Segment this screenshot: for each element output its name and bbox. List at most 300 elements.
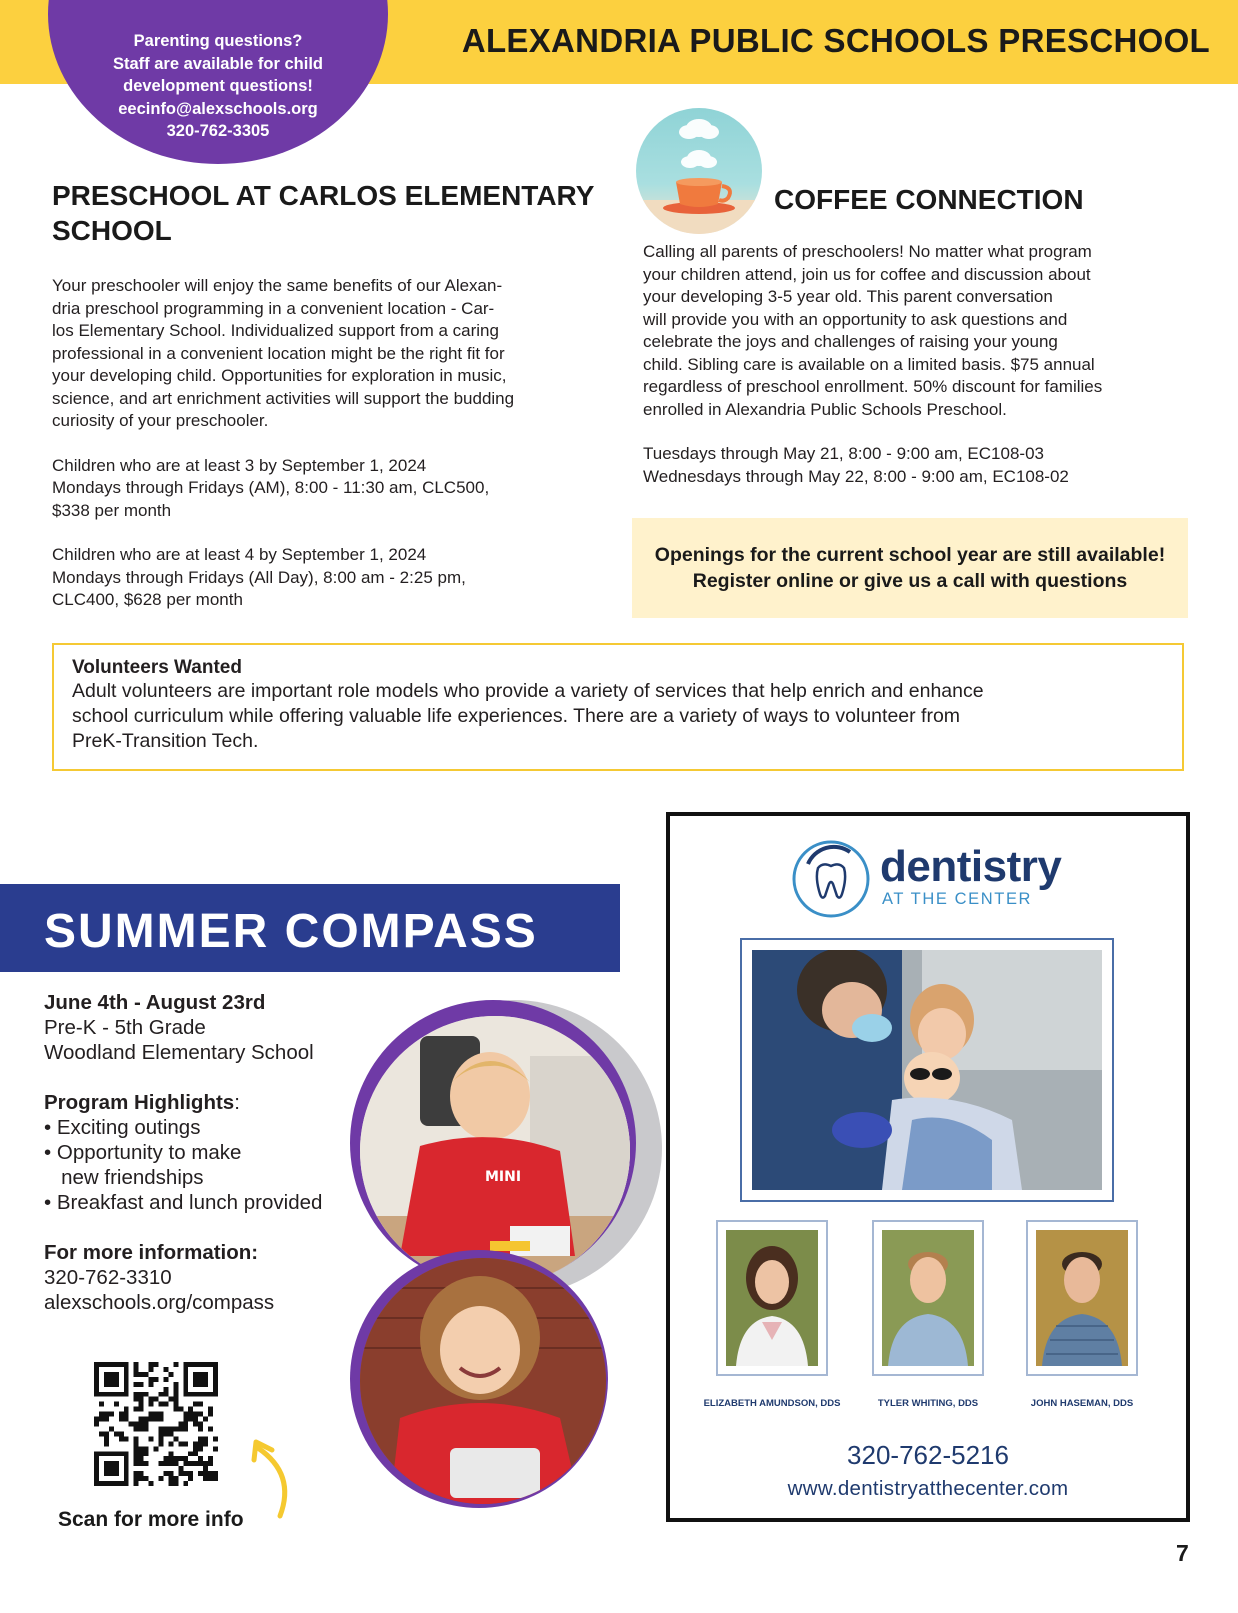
qr-module bbox=[144, 1422, 149, 1427]
qr-module bbox=[158, 1402, 163, 1407]
qr-module bbox=[208, 1412, 213, 1417]
qr-module bbox=[183, 1372, 188, 1377]
qr-module bbox=[124, 1362, 129, 1367]
qr-module bbox=[99, 1417, 104, 1422]
qr-module bbox=[99, 1451, 104, 1456]
qr-module bbox=[203, 1392, 208, 1397]
coffee-body-line: Calling all parents of preschoolers! No matter what program bbox=[643, 242, 1092, 261]
coffee-body-line: celebrate the joys and challenges of raising your young bbox=[643, 332, 1058, 351]
staff-name: ELIZABETH AMUNDSON, DDS bbox=[703, 1398, 841, 1409]
dentistry-logo-sub: AT THE CENTER bbox=[882, 890, 1033, 908]
qr-module bbox=[208, 1426, 213, 1431]
qr-module bbox=[188, 1407, 193, 1412]
qr-module bbox=[104, 1412, 109, 1417]
staff-photo-amundson bbox=[716, 1220, 828, 1376]
qr-module bbox=[139, 1426, 144, 1431]
qr-module bbox=[124, 1481, 129, 1486]
qr-module bbox=[139, 1451, 144, 1456]
qr-module bbox=[193, 1382, 198, 1387]
qr-module bbox=[173, 1456, 178, 1461]
qr-module bbox=[193, 1372, 198, 1377]
summer-highlight: • Opportunity to make bbox=[44, 1141, 242, 1164]
qr-module bbox=[183, 1382, 188, 1387]
carlos-intro-line: dria preschool programming in a convenient location - Car- bbox=[52, 298, 495, 318]
qr-module bbox=[208, 1362, 213, 1367]
qr-module bbox=[178, 1426, 183, 1431]
qr-module bbox=[114, 1402, 119, 1407]
qr-module bbox=[178, 1471, 183, 1476]
parenting-email[interactable]: eecinfo@alexschools.org bbox=[118, 99, 318, 118]
qr-module bbox=[154, 1446, 159, 1451]
qr-module bbox=[168, 1431, 173, 1436]
qr-module bbox=[139, 1476, 144, 1481]
openings-line: Openings for the current school year are still available! bbox=[654, 544, 1166, 566]
qr-module bbox=[134, 1372, 139, 1377]
qr-module bbox=[104, 1451, 109, 1456]
carlos-intro-line: los Elementary School. Individualized support from a caring bbox=[52, 321, 499, 340]
qr-module bbox=[188, 1476, 193, 1481]
volunteers-box bbox=[52, 643, 1184, 771]
qr-module bbox=[134, 1367, 139, 1372]
qr-module bbox=[109, 1461, 114, 1466]
qr-module bbox=[114, 1392, 119, 1397]
qr-module bbox=[154, 1362, 159, 1367]
qr-module bbox=[134, 1436, 139, 1441]
qr-module bbox=[173, 1407, 178, 1412]
qr-module bbox=[149, 1377, 154, 1382]
qr-module bbox=[99, 1431, 104, 1436]
qr-module bbox=[203, 1382, 208, 1387]
summer-highlight: • Exciting outings bbox=[44, 1116, 201, 1139]
qr-module bbox=[198, 1392, 203, 1397]
staff-photo-haseman bbox=[1026, 1220, 1138, 1376]
qr-module bbox=[124, 1461, 129, 1466]
qr-module bbox=[124, 1476, 129, 1481]
qr-module bbox=[213, 1476, 218, 1481]
qr-module bbox=[104, 1417, 109, 1422]
qr-module bbox=[183, 1417, 188, 1422]
qr-module bbox=[213, 1387, 218, 1392]
qr-module bbox=[213, 1362, 218, 1367]
qr-module bbox=[173, 1481, 178, 1486]
qr-module bbox=[124, 1466, 129, 1471]
carlos-option2-line: CLC400, $628 per month bbox=[52, 590, 243, 609]
qr-module bbox=[109, 1412, 114, 1417]
coffee-body bbox=[643, 241, 1203, 488]
qr-module bbox=[173, 1392, 178, 1397]
qr-module bbox=[139, 1417, 144, 1422]
qr-module bbox=[134, 1362, 139, 1367]
qr-module bbox=[109, 1426, 114, 1431]
qr-module bbox=[119, 1451, 124, 1456]
qr-module bbox=[94, 1417, 99, 1422]
qr-module bbox=[208, 1456, 213, 1461]
qr-module bbox=[168, 1471, 173, 1476]
qr-module bbox=[163, 1377, 168, 1382]
qr-module bbox=[124, 1392, 129, 1397]
qr-code[interactable] bbox=[94, 1362, 218, 1486]
carlos-option2-line: Mondays through Fridays (All Day), 8:00 am - 2:25 pm, bbox=[52, 567, 466, 587]
photo-girl-smiling bbox=[360, 1258, 606, 1504]
qr-module bbox=[94, 1476, 99, 1481]
qr-module bbox=[144, 1392, 149, 1397]
summer-url[interactable]: alexschools.org/compass bbox=[44, 1291, 275, 1314]
qr-module bbox=[114, 1382, 119, 1387]
qr-module bbox=[163, 1392, 168, 1397]
qr-module bbox=[213, 1372, 218, 1377]
summer-grades: Pre-K - 5th Grade bbox=[44, 1016, 206, 1039]
dentistry-logo-word: dentistry bbox=[880, 842, 1062, 891]
qr-module bbox=[104, 1431, 109, 1436]
qr-module bbox=[144, 1451, 149, 1456]
qr-module bbox=[134, 1461, 139, 1466]
coffee-schedule-line: Wednesdays through May 22, 8:00 - 9:00 am, EC108-02 bbox=[643, 466, 1069, 486]
qr-module bbox=[208, 1476, 213, 1481]
qr-module bbox=[99, 1392, 104, 1397]
qr-module bbox=[213, 1471, 218, 1476]
qr-module bbox=[149, 1436, 154, 1441]
qr-module bbox=[134, 1456, 139, 1461]
qr-module bbox=[193, 1402, 198, 1407]
tooth-logo-icon bbox=[790, 838, 872, 920]
qr-module bbox=[94, 1461, 99, 1466]
qr-module bbox=[213, 1377, 218, 1382]
qr-module bbox=[183, 1461, 188, 1466]
qr-module bbox=[193, 1377, 198, 1382]
qr-module bbox=[109, 1481, 114, 1486]
summer-info-label: For more information: bbox=[44, 1241, 259, 1264]
summer-highlights-colon: : bbox=[234, 1091, 240, 1114]
qr-module bbox=[149, 1397, 154, 1402]
qr-module bbox=[109, 1392, 114, 1397]
summer-phone[interactable]: 320-762-3310 bbox=[44, 1266, 172, 1289]
coffee-body-line: your developing 3-5 year old. This parent conversation bbox=[643, 287, 1053, 306]
qr-module bbox=[168, 1456, 173, 1461]
qr-module bbox=[114, 1451, 119, 1456]
qr-module bbox=[94, 1387, 99, 1392]
qr-module bbox=[173, 1382, 178, 1387]
qr-module bbox=[183, 1392, 188, 1397]
qr-module bbox=[124, 1387, 129, 1392]
qr-module bbox=[124, 1407, 129, 1412]
qr-module bbox=[109, 1466, 114, 1471]
qr-module bbox=[193, 1451, 198, 1456]
qr-module bbox=[124, 1456, 129, 1461]
qr-module bbox=[94, 1481, 99, 1486]
qr-module bbox=[188, 1451, 193, 1456]
qr-module bbox=[154, 1397, 159, 1402]
qr-module bbox=[134, 1446, 139, 1451]
coffee-title: COFFEE CONNECTION bbox=[774, 184, 1084, 215]
qr-module bbox=[158, 1476, 163, 1481]
qr-module bbox=[173, 1387, 178, 1392]
qr-module bbox=[139, 1372, 144, 1377]
qr-module bbox=[168, 1397, 173, 1402]
coffee-body-line: your children attend, join us for coffee and discussion about bbox=[643, 264, 1091, 284]
qr-module bbox=[163, 1387, 168, 1392]
qr-module bbox=[183, 1387, 188, 1392]
qr-module bbox=[154, 1377, 159, 1382]
qr-module bbox=[114, 1466, 119, 1471]
qr-module bbox=[119, 1362, 124, 1367]
qr-module bbox=[134, 1441, 139, 1446]
scan-label: Scan for more info bbox=[58, 1508, 244, 1531]
qr-module bbox=[173, 1362, 178, 1367]
summer-highlights-label: Program Highlights bbox=[44, 1091, 235, 1114]
carlos-intro-line: curiosity of your preschooler. bbox=[52, 411, 269, 430]
qr-module bbox=[94, 1392, 99, 1397]
qr-module bbox=[203, 1476, 208, 1481]
qr-module bbox=[213, 1382, 218, 1387]
qr-module bbox=[198, 1436, 203, 1441]
qr-module bbox=[203, 1362, 208, 1367]
qr-module bbox=[149, 1412, 154, 1417]
dentistry-url[interactable]: www.dentistryatthecenter.com bbox=[787, 1477, 1069, 1500]
summer-dates: June 4th - August 23rd bbox=[44, 991, 266, 1014]
qr-module bbox=[99, 1362, 104, 1367]
qr-module bbox=[134, 1397, 139, 1402]
qr-module bbox=[158, 1436, 163, 1441]
carlos-title-line: PRESCHOOL AT CARLOS ELEMENTARY bbox=[52, 180, 595, 211]
arrow-icon bbox=[246, 1434, 306, 1524]
dentist-main-photo bbox=[740, 938, 1114, 1202]
qr-module bbox=[149, 1417, 154, 1422]
qr-module bbox=[168, 1461, 173, 1466]
qr-module bbox=[198, 1377, 203, 1382]
parenting-line: Parenting questions? bbox=[133, 32, 303, 50]
carlos-option2-line: Children who are at least 4 by September 1, 2024 bbox=[52, 545, 427, 564]
carlos-title bbox=[52, 178, 612, 248]
qr-module bbox=[124, 1471, 129, 1476]
qr-module bbox=[158, 1431, 163, 1436]
qr-module bbox=[149, 1367, 154, 1372]
summer-details bbox=[44, 990, 364, 1315]
qr-module bbox=[178, 1441, 183, 1446]
qr-module bbox=[203, 1372, 208, 1377]
qr-module bbox=[134, 1481, 139, 1486]
qr-module bbox=[168, 1426, 173, 1431]
qr-module bbox=[203, 1471, 208, 1476]
qr-module bbox=[188, 1362, 193, 1367]
qr-module bbox=[163, 1402, 168, 1407]
qr-module bbox=[198, 1422, 203, 1427]
qr-module bbox=[163, 1367, 168, 1372]
summer-highlight: new friendships bbox=[44, 1166, 204, 1189]
qr-module bbox=[134, 1407, 139, 1412]
qr-module bbox=[104, 1481, 109, 1486]
qr-module bbox=[154, 1412, 159, 1417]
qr-module bbox=[139, 1422, 144, 1427]
qr-module bbox=[94, 1382, 99, 1387]
qr-module bbox=[124, 1382, 129, 1387]
qr-module bbox=[193, 1446, 198, 1451]
qr-module bbox=[203, 1417, 208, 1422]
qr-module bbox=[104, 1461, 109, 1466]
qr-module bbox=[114, 1362, 119, 1367]
qr-module bbox=[203, 1441, 208, 1446]
qr-module bbox=[119, 1417, 124, 1422]
qr-module bbox=[119, 1431, 124, 1436]
volunteers-text bbox=[72, 679, 1164, 754]
qr-module bbox=[109, 1362, 114, 1367]
parenting-phone[interactable]: 320-762-3305 bbox=[166, 122, 270, 140]
coffee-body-line: will provide you with an opportunity to ask questions and bbox=[643, 309, 1068, 329]
qr-module bbox=[173, 1436, 178, 1441]
qr-module bbox=[183, 1362, 188, 1367]
qr-module bbox=[114, 1461, 119, 1466]
qr-module bbox=[134, 1476, 139, 1481]
qr-module bbox=[183, 1456, 188, 1461]
qr-module bbox=[139, 1461, 144, 1466]
carlos-option1-line: $338 per month bbox=[52, 500, 172, 520]
qr-module bbox=[178, 1407, 183, 1412]
qr-module bbox=[139, 1397, 144, 1402]
qr-module bbox=[124, 1377, 129, 1382]
qr-module bbox=[114, 1377, 119, 1382]
qr-module bbox=[124, 1436, 129, 1441]
openings-line: Register online or give us a call with questions bbox=[692, 570, 1128, 592]
qr-module bbox=[178, 1456, 183, 1461]
qr-module bbox=[168, 1451, 173, 1456]
qr-module bbox=[144, 1446, 149, 1451]
qr-module bbox=[198, 1362, 203, 1367]
qr-module bbox=[188, 1392, 193, 1397]
carlos-intro-line: professional in a convenient location might be the right fit for bbox=[52, 343, 505, 363]
qr-module bbox=[134, 1426, 139, 1431]
qr-module bbox=[119, 1392, 124, 1397]
qr-module bbox=[173, 1461, 178, 1466]
qr-module bbox=[208, 1392, 213, 1397]
photo-boy-playing bbox=[360, 1016, 630, 1286]
qr-module bbox=[168, 1481, 173, 1486]
qr-module bbox=[188, 1471, 193, 1476]
qr-module bbox=[193, 1441, 198, 1446]
qr-module bbox=[163, 1461, 168, 1466]
qr-module bbox=[94, 1451, 99, 1456]
qr-module bbox=[94, 1367, 99, 1372]
qr-module bbox=[163, 1431, 168, 1436]
volunteers-line: school curriculum while offering valuable life experiences. There are a variety of ways to volunteer from bbox=[72, 705, 961, 727]
qr-module bbox=[193, 1417, 198, 1422]
qr-module bbox=[158, 1417, 163, 1422]
qr-module bbox=[183, 1367, 188, 1372]
qr-module bbox=[94, 1362, 99, 1367]
summer-location: Woodland Elementary School bbox=[44, 1041, 314, 1064]
summer-highlight: • Breakfast and lunch provided bbox=[44, 1191, 323, 1214]
qr-module bbox=[99, 1412, 104, 1417]
qr-module bbox=[183, 1422, 188, 1427]
qr-module bbox=[183, 1426, 188, 1431]
staff-photo-whiting bbox=[872, 1220, 984, 1376]
qr-module bbox=[134, 1471, 139, 1476]
qr-module bbox=[119, 1412, 124, 1417]
qr-module bbox=[104, 1466, 109, 1471]
qr-module bbox=[158, 1392, 163, 1397]
qr-module bbox=[163, 1471, 168, 1476]
qr-module bbox=[94, 1456, 99, 1461]
qr-module bbox=[139, 1446, 144, 1451]
qr-module bbox=[109, 1382, 114, 1387]
parenting-line: Staff are available for child bbox=[113, 54, 323, 73]
qr-module bbox=[114, 1372, 119, 1377]
qr-module bbox=[104, 1362, 109, 1367]
qr-module bbox=[198, 1441, 203, 1446]
qr-module bbox=[158, 1412, 163, 1417]
qr-module bbox=[198, 1412, 203, 1417]
qr-module bbox=[154, 1417, 159, 1422]
coffee-schedule-line: Tuesdays through May 21, 8:00 - 9:00 am, EC108-03 bbox=[643, 444, 1044, 463]
qr-module bbox=[163, 1456, 168, 1461]
qr-module bbox=[104, 1436, 109, 1441]
volunteers-title: Volunteers Wanted bbox=[72, 657, 242, 678]
qr-module bbox=[134, 1451, 139, 1456]
qr-module bbox=[94, 1422, 99, 1427]
qr-module bbox=[183, 1377, 188, 1382]
qr-module bbox=[94, 1471, 99, 1476]
qr-module bbox=[168, 1441, 173, 1446]
coffee-body-line: enrolled in Alexandria Public Schools Preschool. bbox=[643, 399, 1007, 419]
coffee-image bbox=[636, 108, 762, 234]
qr-module bbox=[178, 1422, 183, 1427]
qr-module bbox=[104, 1471, 109, 1476]
qr-module bbox=[173, 1397, 178, 1402]
summer-title: SUMMER COMPASS bbox=[44, 905, 538, 958]
dentistry-phone[interactable]: 320-762-5216 bbox=[847, 1440, 1009, 1470]
qr-module bbox=[144, 1426, 149, 1431]
qr-module bbox=[94, 1466, 99, 1471]
qr-module bbox=[198, 1372, 203, 1377]
qr-module bbox=[144, 1417, 149, 1422]
carlos-title-line: SCHOOL bbox=[52, 215, 172, 246]
qr-module bbox=[213, 1367, 218, 1372]
staff-name: JOHN HASEMAN, DDS bbox=[1030, 1398, 1134, 1409]
qr-module bbox=[188, 1461, 193, 1466]
qr-module bbox=[213, 1436, 218, 1441]
qr-module bbox=[139, 1402, 144, 1407]
qr-module bbox=[124, 1367, 129, 1372]
qr-module bbox=[198, 1426, 203, 1431]
qr-module bbox=[124, 1417, 129, 1422]
qr-module bbox=[114, 1431, 119, 1436]
qr-module bbox=[193, 1422, 198, 1427]
qr-module bbox=[158, 1426, 163, 1431]
qr-module bbox=[203, 1436, 208, 1441]
qr-module bbox=[168, 1372, 173, 1377]
qr-module bbox=[139, 1456, 144, 1461]
qr-module bbox=[149, 1402, 154, 1407]
parenting-text bbox=[78, 30, 358, 143]
qr-module bbox=[104, 1377, 109, 1382]
volunteers-line: PreK-Transition Tech. bbox=[72, 730, 259, 752]
qr-module bbox=[188, 1412, 193, 1417]
qr-module bbox=[134, 1422, 139, 1427]
qr-module bbox=[193, 1412, 198, 1417]
qr-module bbox=[173, 1426, 178, 1431]
qr-module bbox=[208, 1407, 213, 1412]
qr-module bbox=[124, 1412, 129, 1417]
summer-highlights-heading bbox=[44, 1090, 364, 1115]
qr-module bbox=[198, 1461, 203, 1466]
qr-module bbox=[188, 1417, 193, 1422]
qr-module bbox=[149, 1362, 154, 1367]
qr-module bbox=[139, 1382, 144, 1387]
qr-module bbox=[119, 1481, 124, 1486]
coffee-body-line: child. Sibling care is available on a limited basis. $75 annual bbox=[643, 354, 1095, 374]
qr-module bbox=[104, 1372, 109, 1377]
qr-module bbox=[198, 1446, 203, 1451]
qr-module bbox=[139, 1392, 144, 1397]
qr-module bbox=[173, 1476, 178, 1481]
